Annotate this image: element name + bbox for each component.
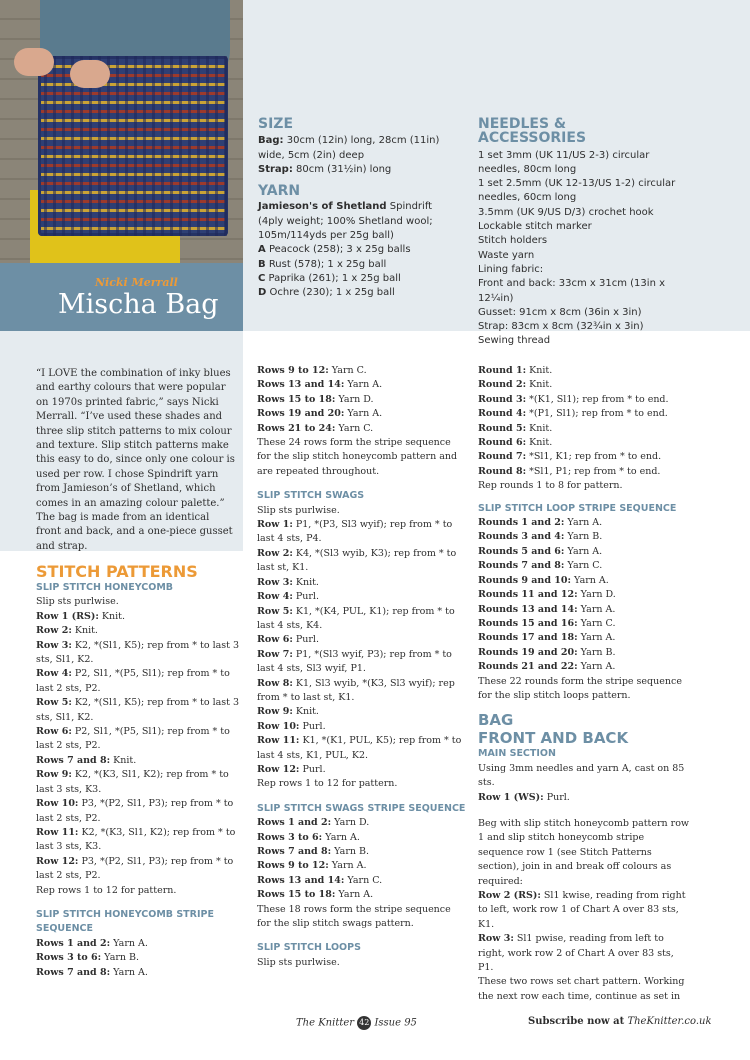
instruction-line: Row 4: P2, Sl1, *(P5, Sl1); rep from * to last 2 sts, P2. <box>36 668 230 694</box>
needles-line: Stitch holders <box>478 235 548 247</box>
instruction-line: These two rows set chart pattern. Working the next row each time, continue as set in <box>478 976 685 1002</box>
loops-stripe-instructions <box>478 516 690 703</box>
instruction-line: Rows 21 to 24: Yarn C. <box>257 422 374 434</box>
honeycomb-subheading: SLIP STITCH HONEYCOMB <box>36 582 174 593</box>
instruction-line: Row 9: K2, *(K3, Sl1, K2); rep from * to last 3 sts, K3. <box>36 769 229 795</box>
instruction-line: Row 3: Knit. <box>257 576 319 588</box>
instruction-line: Rounds 3 and 4: Yarn B. <box>478 531 603 543</box>
instruction-line: Round 7: *Sl1, K1; rep from * to end. <box>478 451 662 463</box>
instruction-line: Row 4: Purl. <box>257 591 319 603</box>
instruction-line: Rounds 1 and 2: Yarn A. <box>478 517 603 529</box>
instruction-line: Row 2: K4, *(Sl3 wyib, K3); rep from * to last st, K1. <box>257 547 457 574</box>
instruction-line: Row 11: K2, *(K3, Sl1, K2); rep from * to last 3 sts, K3. <box>36 826 236 853</box>
instruction-line: Rep rows 1 to 12 for pattern. <box>36 884 177 896</box>
instruction-line: Rounds 7 and 8: Yarn C. <box>478 560 603 572</box>
instruction-line: Rows 1 and 2: Yarn D. <box>257 817 370 829</box>
honeycomb-stripe-instructions <box>36 937 246 980</box>
instruction-line: Rounds 13 and 14: Yarn A. <box>478 603 616 615</box>
stitch-patterns-heading: STITCH PATTERNS <box>36 562 198 581</box>
instruction-line: Slip sts purlwise. <box>257 956 340 968</box>
instruction-line: Rounds 19 and 20: Yarn B. <box>478 646 616 658</box>
instruction-line: Row 10: Purl. <box>257 720 326 732</box>
instruction-line: Rows 19 and 20: Yarn A. <box>257 408 383 420</box>
instruction-line: These 22 rounds form the stripe sequence for the slip stitch loops pattern. <box>478 675 682 701</box>
instruction-line: Rows 1 and 2: Yarn A. <box>36 937 148 949</box>
instruction-line: Round 4: *(P1, Sl1); rep from * to end. <box>478 408 668 420</box>
instruction-line: Beg with slip stitch honeycomb pattern row 1 and slip stitch honeycomb stripe sequence row 1 (see Stitch Patterns section), join in and break off colours as required: <box>478 817 690 887</box>
loops-subheading: SLIP STITCH LOOPS <box>257 942 361 954</box>
instruction-line: Rows 3 to 6: Yarn A. <box>257 831 360 843</box>
instruction-line: Row 3: K2, *(Sl1, K5); rep from * to last 3 sts, Sl1, K2. <box>36 639 240 666</box>
subscribe-text: Subscribe now at <box>528 1016 625 1027</box>
swags-instructions <box>257 504 467 792</box>
needles-line: 1 set 3mm (UK 11/US 2-3) circular needles, 80cm long <box>478 149 650 175</box>
instruction-line: Rows 15 to 18: Yarn A. <box>257 889 374 901</box>
instruction-line: Round 5: Knit. <box>478 422 553 434</box>
instruction-line: Row 2: Knit. <box>36 625 98 637</box>
needles-line: Lockable stitch marker <box>478 221 592 233</box>
needles-line: Front and back: 33cm x 31cm (13in x 12¼in) <box>478 278 665 304</box>
swags-stripe-subheading: SLIP STITCH SWAGS STRIPE SEQUENCE <box>257 802 466 814</box>
magazine-name: The Knitter <box>296 1017 355 1029</box>
hand-right <box>70 60 110 88</box>
instruction-line: These 24 rows form the stripe sequence for the slip stitch honeycomb pattern and are repeated throughout. <box>257 437 458 477</box>
knitted-bag-image <box>38 56 228 236</box>
yarn-heading: YARN <box>258 183 301 200</box>
intro-text: “I LOVE the combination of inky blues and earthy colours that were popular on 1970s printed fabric,” says Nicki Merrall. “I’ve used these shades and three slip stitch patterns to mix colour and texture. Slip stitch patterns make this easy to do, since only one colour is used per row. I chose Spindrift yarn from Jamieson’s of Shetland, which comes in an amazing colour palette.” The bag is made from an identical front and back, and a one-piece gusset and strap. <box>36 368 235 552</box>
footer-right <box>528 1016 712 1027</box>
instruction-line: Row 11: K1, *(K1, PUL, K5); rep from * to last 4 sts, K1, PUL, K2. <box>257 735 462 761</box>
instruction-line: Row 7: P1, *(Sl3 wyif, P3); rep from * to last 4 sts, Sl3 wyif, P1. <box>257 648 452 675</box>
bag-heading: BAG <box>478 711 514 730</box>
instruction-line: Row 8: K1, Sl3 wyib, *(K3, Sl3 wyif); rep from * to last st, K1. <box>257 677 455 703</box>
instruction-line: Rows 9 to 12: Yarn C. <box>257 365 367 376</box>
needles-line: Strap: 83cm x 8cm (32¾in x 3in) <box>478 321 644 333</box>
yarn-colour: D Ochre (230); 1 x 25g ball <box>258 287 395 299</box>
main-section-subheading: MAIN SECTION <box>478 748 556 760</box>
instruction-line: Rows 13 and 14: Yarn A. <box>257 379 383 391</box>
instruction-line: Rows 9 to 12: Yarn A. <box>257 860 367 872</box>
needles-section <box>478 117 678 349</box>
instruction-line: Rows 13 and 14: Yarn C. <box>257 874 383 886</box>
footer-left <box>296 1016 417 1030</box>
instruction-line: Slip sts purlwise. <box>36 596 119 608</box>
instruction-line: Row 12: Purl. <box>257 763 326 775</box>
instruction-line: Row 10: P3, *(P2, Sl1, P3); rep from * to last 2 sts, P2. <box>36 798 234 824</box>
instruction-line: Rounds 5 and 6: Yarn A. <box>478 545 603 557</box>
instruction-line: Row 5: K2, *(Sl1, K5); rep from * to last 3 sts, Sl1, K2. <box>36 697 240 723</box>
instruction-line: Row 5: K1, *(K4, PUL, K1); rep from * to last 4 sts, K4. <box>257 605 455 631</box>
instruction-line: Using 3mm needles and yarn A, cast on 85 sts. <box>478 762 685 789</box>
needles-line: Sewing thread <box>478 335 551 347</box>
instruction-line: Row 1: P1, *(P3, Sl3 wyif); rep from * to last 4 sts, P4. <box>257 519 453 545</box>
swags-stripe-instructions <box>257 816 467 931</box>
instruction-line: Row 1 (WS): Purl. <box>478 791 570 803</box>
instruction-line: Rounds 21 and 22: Yarn A. <box>478 661 616 673</box>
instruction-line: Row 9: Knit. <box>257 706 319 718</box>
instruction-line: Round 2: Knit. <box>478 379 553 391</box>
instruction-line: Slip sts purlwise. <box>257 504 340 516</box>
instruction-line: Rounds 15 and 16: Yarn C. <box>478 617 616 629</box>
size-strap: Strap: 80cm (31½in) long <box>258 163 392 175</box>
needles-line: Lining fabric: <box>478 263 544 275</box>
honeycomb-stripe-subheading: SLIP STITCH HONEYCOMB STRIPE SEQUENCE <box>36 908 214 935</box>
needles-line: 3.5mm (UK 9/US D/3) crochet hook <box>478 206 654 218</box>
needles-line: Waste yarn <box>478 249 535 261</box>
instruction-line: Row 1 (RS): Knit. <box>36 610 126 622</box>
instruction-line: Round 1: Knit. <box>478 365 553 376</box>
loops-rounds <box>478 364 690 494</box>
yarn-brand: Jamieson's of Shetland Spindrift (4ply weight; 100% Shetland wool; 105m/114yds per 25g ball) <box>258 201 433 242</box>
column-3 <box>478 364 690 1004</box>
loops-instructions <box>257 956 467 970</box>
page-number: 42 <box>357 1016 371 1030</box>
column-1 <box>36 563 246 980</box>
issue-number: Issue 95 <box>374 1017 417 1029</box>
size-section <box>258 117 458 301</box>
instruction-line: Row 6: Purl. <box>257 634 319 646</box>
subscribe-link[interactable]: TheKnitter.co.uk <box>627 1016 712 1027</box>
needles-list <box>478 149 678 349</box>
instruction-line: Rounds 9 and 10: Yarn A. <box>478 574 609 586</box>
main-section-instructions <box>478 817 690 1004</box>
instruction-line: Rep rounds 1 to 8 for pattern. <box>478 480 623 492</box>
size-heading: SIZE <box>258 116 294 132</box>
column-2 <box>257 364 467 970</box>
hand-left <box>14 48 54 76</box>
instruction-line: Round 3: *(K1, Sl1); rep from * to end. <box>478 393 669 405</box>
bag-photo <box>0 0 243 263</box>
instruction-line: Rep rows 1 to 12 for pattern. <box>257 778 398 790</box>
pattern-title: Mischa Bag <box>58 289 219 320</box>
swags-subheading: SLIP STITCH SWAGS <box>257 490 365 502</box>
yarn-colour: B Rust (578); 1 x 25g ball <box>258 258 387 270</box>
instruction-line: Rows 15 to 18: Yarn D. <box>257 393 374 405</box>
instruction-line: Round 8: *Sl1, P1; rep from * to end. <box>478 465 661 477</box>
yarn-colour: A Peacock (258); 3 x 25g balls <box>258 244 411 256</box>
instruction-line: Row 6: P2, Sl1, *(P5, Sl1); rep from * to last 2 sts, P2. <box>36 726 230 752</box>
main-section-castOn <box>478 762 690 805</box>
instruction-line: Rounds 11 and 12: Yarn D. <box>478 589 616 601</box>
instruction-line: Rounds 17 and 18: Yarn A. <box>478 632 616 644</box>
honeycomb-instructions <box>36 595 246 898</box>
needles-line: Gusset: 91cm x 8cm (36in x 3in) <box>478 306 642 318</box>
instruction-line: Rows 7 and 8: Yarn A. <box>36 966 148 978</box>
instruction-line: Round 6: Knit. <box>478 437 553 449</box>
loops-stripe-subheading: SLIP STITCH LOOP STRIPE SEQUENCE <box>478 502 677 514</box>
designer-name: Nicki Merrall <box>95 276 178 289</box>
needles-line: 1 set 2.5mm (UK 12-13/US 1-2) circular needles, 60cm long <box>478 178 676 204</box>
front-back-heading: FRONT AND BACK <box>478 729 629 748</box>
needles-heading: NEEDLES & ACCESSORIES <box>478 116 587 147</box>
yarn-colour: C Paprika (261); 1 x 25g ball <box>258 272 401 284</box>
instruction-line: Rows 7 and 8: Knit. <box>36 754 137 766</box>
size-bag: Bag: 30cm (12in) long, 28cm (11in) wide, 5cm (2in) deep <box>258 135 440 161</box>
honeycomb-stripe-continued <box>257 364 467 479</box>
instruction-line: Row 3: Sl1 pwise, reading from left to right, work row 2 of Chart A over 83 sts, P1. <box>478 933 674 974</box>
instruction-line: Row 12: P3, *(P2, Sl1, P3); rep from * to last 2 sts, P2. <box>36 855 234 882</box>
instruction-line: These 18 rows form the stripe sequence for the slip stitch swags pattern. <box>257 903 451 930</box>
instruction-line: Row 2 (RS): Sl1 kwise, reading from right to left, work row 1 of Chart A over 83 sts, K1. <box>478 890 686 930</box>
instruction-line: Rows 3 to 6: Yarn B. <box>36 952 140 964</box>
instruction-line: Rows 7 and 8: Yarn B. <box>257 846 370 857</box>
